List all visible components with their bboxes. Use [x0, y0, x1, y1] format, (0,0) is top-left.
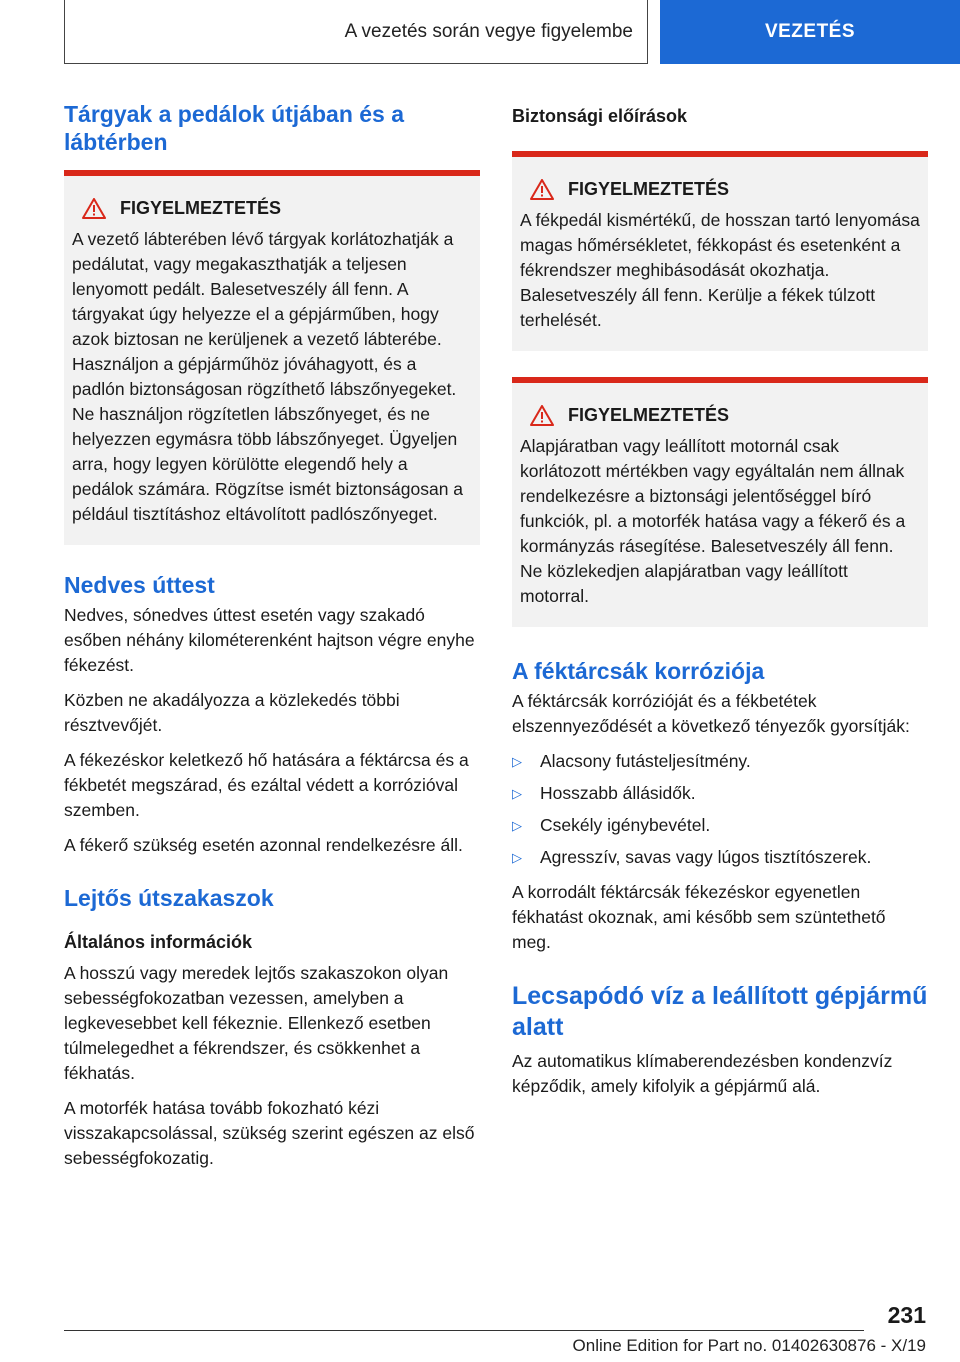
- warning-triangle-icon: [530, 405, 554, 426]
- list-item: ▷ Agresszív, savas vagy lúgos tisztítószerek.: [512, 845, 928, 870]
- warning-title: FIGYELMEZTETÉS: [568, 405, 730, 425]
- bullet-triangle-icon: ▷: [512, 754, 522, 769]
- slope-paragraph-1: A hosszú vagy meredek lejtős szakaszokon olyan sebességfokozatban vezessen, amelyben a legkevesebbet kell fékeznie. Ellenkező esetben túlmelegedhet a fékrendszer, és csökkenhet a fékhatás.: [64, 963, 449, 1083]
- wet-paragraph-4: A fékerő szükség esetén azonnal rendelkezésre áll.: [64, 835, 463, 855]
- bullet-triangle-icon: ▷: [512, 818, 522, 833]
- warning-text: A fékpedál kismértékű, de hosszan tartó lenyomása magas hőmérsékletet, fékkopást és esetenként a fékrendszer meghibásodását okozhatja. Balesetveszély áll fenn. Kerülje a fékek túlzott terhelését.: [520, 210, 920, 330]
- wet-paragraph-1: Nedves, sónedves úttest esetén vagy szakadó esőben néhány kilométerenként hajtson végre enyhe fékezést.: [64, 605, 475, 675]
- warning-title: FIGYELMEZTETÉS: [568, 179, 730, 199]
- warning-text: A vezető lábterében lévő tárgyak korlátozhatják a pedálutat, vagy megakaszthatják a teljesen lenyomott pedált. Balesetveszély áll fenn. A tárgyakat úgy helyezze el a gépjárműben, hogy azok biztosan ne kerüljenek a vezető lábterébe. Használjon a gépjárműhöz jóváhagyott, és a padlón biztonságosan rögzíthető lábszőnyegeket. Ne használjon rögzítetlen lábszőnyeget, és ne helyezzen egymásra több lábszőnyeget. Ügyeljen arra, hogy legyen körülötte elegendő hely a pedálok számára. Rögzítse ismét biztonságosan a például tisztításhoz eltávolított padlószőnyeget.: [72, 229, 464, 524]
- safety-heading: Biztonsági előírások: [512, 106, 688, 126]
- corrosion-intro: A féktárcsák korrózióját és a fékbetétek elszennyeződését a következő tényezők gyorsítják:: [512, 691, 910, 736]
- corrosion-list: [512, 749, 928, 870]
- warning-box-brake-load: [512, 151, 928, 351]
- list-item: ▷ Csekély igénybevétel.: [512, 813, 928, 838]
- wet-paragraph-2: Közben ne akadályozza a közlekedés többi résztvevőjét.: [64, 690, 400, 735]
- wet-paragraph-3: A fékezéskor keletkező hő hatására a féktárcsa és a fékbetét megszárad, és ezáltal védett a korrózióval szemben.: [64, 750, 469, 820]
- slope-subheading: Általános információk: [64, 932, 253, 952]
- corrosion-heading: A féktárcsák korróziója: [512, 658, 765, 684]
- right-column: [512, 100, 928, 1109]
- slope-heading: Lejtős útszakaszok: [64, 885, 274, 911]
- page-number: 231: [887, 1302, 926, 1328]
- water-heading: Lecsapódó víz a leállított gépjármű alatt: [512, 982, 928, 1041]
- wet-road-heading: Nedves úttest: [64, 572, 215, 598]
- warning-box-idle-engine: [512, 377, 928, 627]
- warning-box-pedals: [64, 170, 480, 545]
- warning-triangle-icon: [82, 198, 106, 219]
- bullet-triangle-icon: ▷: [512, 850, 522, 865]
- pedal-heading: Tárgyak a pedálok útjában és a lábtérben: [64, 101, 405, 155]
- footer-divider: [64, 1330, 864, 1331]
- header-chapter-tab[interactable]: VEZETÉS: [660, 0, 960, 64]
- corrosion-outro: A korrodált féktárcsák fékezéskor egyenetlen fékhatást okoznak, ami később sem szüntethető meg.: [512, 882, 886, 952]
- footer-edition: Online Edition for Part no. 01402630876 - X/19: [572, 1336, 926, 1355]
- water-paragraph: Az automatikus klímaberendezésben kondenzvíz képződik, amely kifolyik a gépjármű alá.: [512, 1051, 893, 1096]
- warning-text: Alapjáratban vagy leállított motornál csak korlátozott mértékben vagy egyáltalán nem állnak rendelkezésre a biztonsági jelentőséggel bíró funkciók, pl. a motorfék hatása vagy a fékerő és a kormányzás rásegítése. Balesetveszély áll fenn. Ne közlekedjen alapjáratban vagy leállított motorral.: [520, 436, 906, 606]
- bullet-triangle-icon: ▷: [512, 786, 522, 801]
- list-item: ▷ Hosszabb állásidők.: [512, 781, 928, 806]
- left-column: [64, 100, 480, 1181]
- warning-triangle-icon: [530, 179, 554, 200]
- header-section-title: A vezetés során vegye figyelembe: [64, 0, 648, 64]
- warning-title: FIGYELMEZTETÉS: [120, 198, 282, 218]
- slope-paragraph-2: A motorfék hatása tovább fokozható kézi visszakapcsolással, szükség szerint egészen az első sebességfokozatig.: [64, 1098, 475, 1168]
- list-item: ▷ Alacsony futásteljesítmény.: [512, 749, 928, 774]
